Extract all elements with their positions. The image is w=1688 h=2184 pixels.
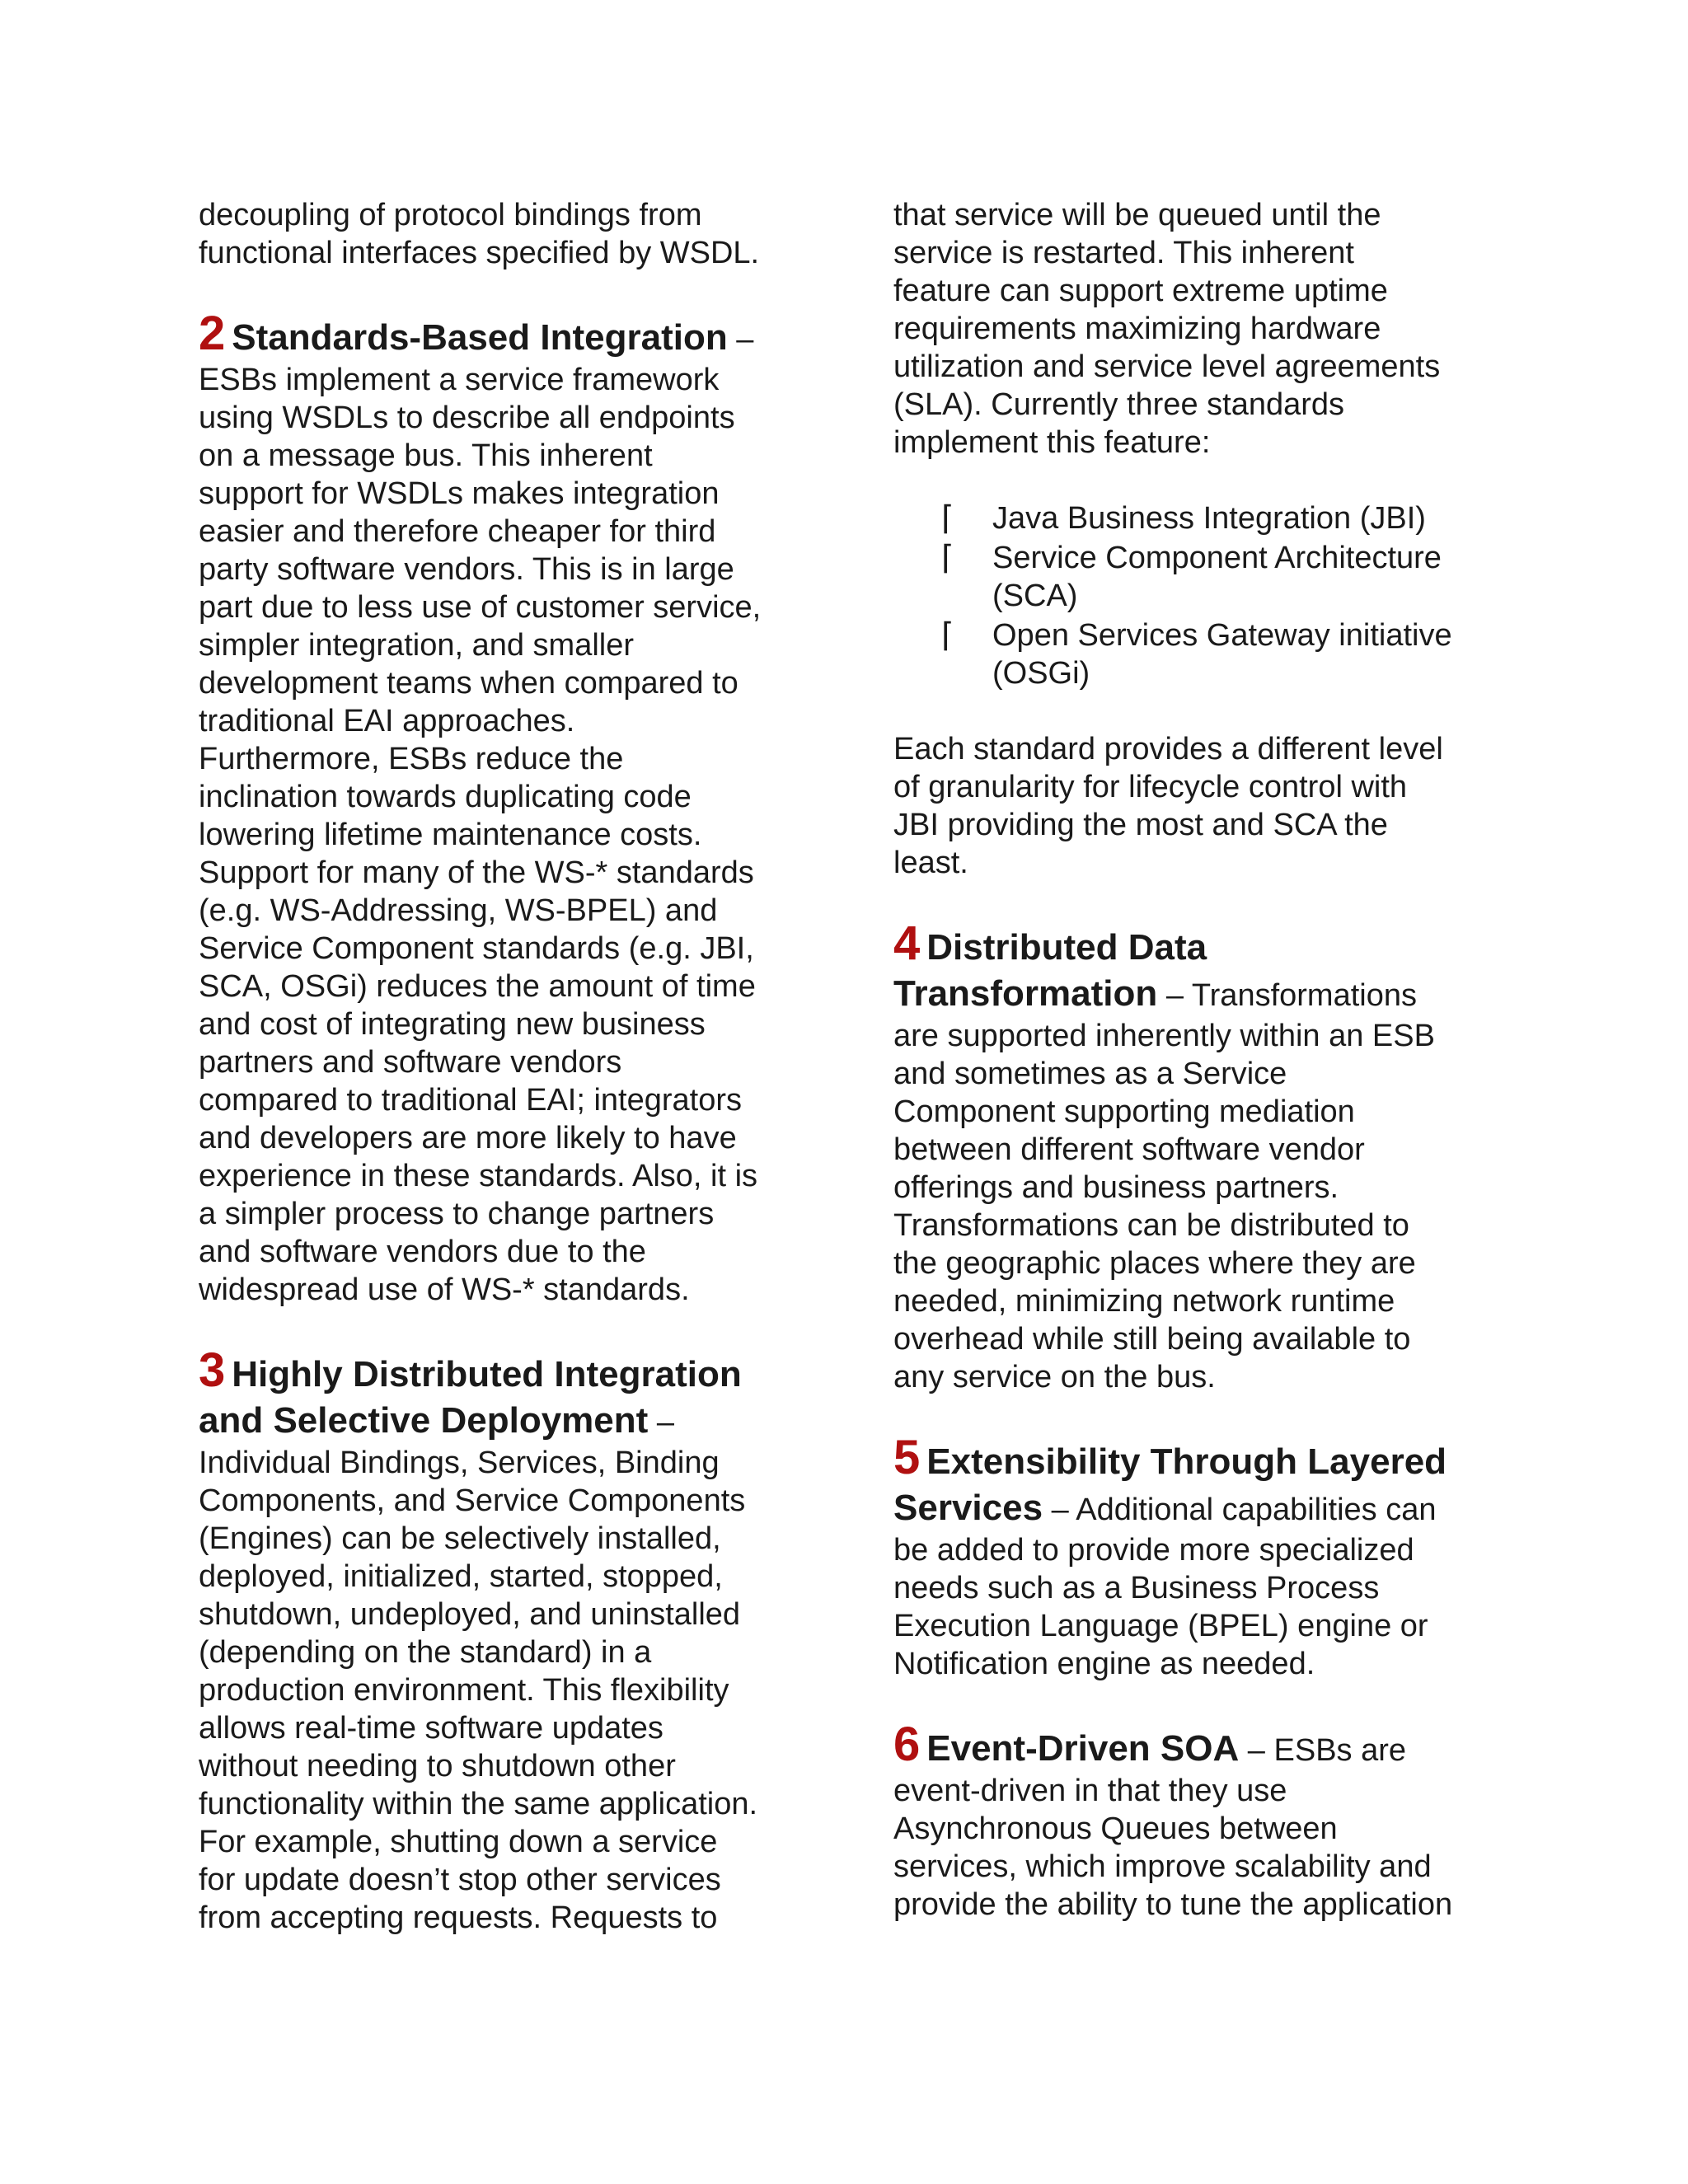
left-intro-paragraph: decoupling of protocol bindings from functional interfaces specified by WSDL. xyxy=(199,198,760,270)
section-3 xyxy=(199,1343,809,1937)
section-5-title: Extensibility Through Layered Services xyxy=(893,1441,1447,1528)
section-2-body: ESBs implement a service framework using WSDLs to describe all endpoints on a message bus. This inherent support for WSDLs makes integration easier and therefore cheaper for third party software vendors. This is in large part due to less use of customer service, simpler integration, and smaller development teams when compared to traditional EAI approaches. Furthermore, ESBs reduce the inclination towards duplicating code lowering lifetime maintenance costs. Support for many of the WS-* standards (e.g. WS-Addressing, WS-BPEL) and Service Component standards (e.g. JBI, SCA, OSGi) reduces the amount of time and cost of integrating new business partners and software vendors compared to traditional EAI; integrators and developers are more likely to have experience in these standards. Also, it is a simpler process to change partners and software vendors due to the widespread use of WS-* standards. xyxy=(199,363,762,1307)
section-3-number: 3 xyxy=(199,1343,226,1397)
section-6-title: Event-Driven SOA xyxy=(926,1728,1240,1769)
bracket-bullet-icon: ⌈ xyxy=(941,500,954,537)
section-2-title: Standards-Based Integration xyxy=(232,317,728,358)
section-5-number: 5 xyxy=(893,1431,921,1484)
bullet-text: Open Services Gateway initiative (OSGi) xyxy=(992,618,1452,691)
section-4-number: 4 xyxy=(893,916,921,970)
list-item xyxy=(893,539,1503,615)
section-3-title: Highly Distributed Integration and Selective Deployment xyxy=(199,1354,742,1441)
section-5-heading xyxy=(893,1431,1503,1531)
section-6-dash: – xyxy=(1239,1733,1265,1768)
section-4-heading xyxy=(893,916,1503,1017)
section-4-dash: – xyxy=(1157,978,1184,1013)
section-5 xyxy=(893,1431,1503,1683)
section-6-number: 6 xyxy=(893,1718,921,1771)
section-2-heading xyxy=(199,307,809,361)
section-5-body: be added to provide more specialized needs such as a Business Process Execution Language (BPEL) engine or Notification engine as needed. xyxy=(893,1533,1428,1681)
bullet-text: Java Business Integration (JBI) xyxy=(992,501,1426,536)
section-2-number: 2 xyxy=(199,307,226,360)
section-6-body: event-driven in that they use Asynchronous Queues between services, which improve scalability and provide the ability to tune the application xyxy=(893,1774,1453,1922)
list-item xyxy=(893,616,1503,692)
right-column xyxy=(893,196,1503,1924)
section-2 xyxy=(199,307,809,1309)
section-5-dash: – xyxy=(1043,1493,1069,1527)
after-bullets-paragraph: Each standard provides a different level of granularity for lifecycle control with JBI providing the most and SCA the least. xyxy=(893,732,1443,880)
section-3-body: Individual Bindings, Services, Binding Components, and Service Components (Engines) can be selectively installed, deployed, initialized, started, stopped, shutdown, undeployed, and uninstalled (depending on the standard) in a production environment. This flexibility allows real-time software updates without needing to shutdown other functionality within the same application. For example, shutting down a service for update doesn’t stop other services from accepting requests. Requests to xyxy=(199,1446,758,1935)
section-6-body-inline: ESBs are xyxy=(1264,1733,1407,1768)
standards-bullet-list xyxy=(893,499,1503,692)
section-6 xyxy=(893,1718,1503,1924)
left-column xyxy=(199,196,809,1937)
section-4-body: are supported inherently within an ESB and sometimes as a Service Component supporting mediation between different software vendor offerings and business partners. Transformations can be distributed to the geographic places where they are needed, minimizing network runtime overhead while still being available to any service on the bus. xyxy=(893,1019,1435,1394)
section-4 xyxy=(893,916,1503,1396)
section-6-heading xyxy=(893,1718,1503,1772)
section-3-dash: – xyxy=(648,1405,674,1440)
section-3-heading xyxy=(199,1343,809,1444)
right-intro-paragraph: that service will be queued until the service is restarted. This inherent feature can support extreme uptime requirements maximizing hardware utilization and service level agreements (SLA). Currently three standards implement this feature: xyxy=(893,198,1441,460)
section-5-body-inline: Additional capabilities can xyxy=(1068,1493,1437,1527)
section-4-title: Distributed Data Transformation xyxy=(893,927,1207,1014)
bracket-bullet-icon: ⌈ xyxy=(941,617,954,654)
bullet-text: Service Component Architecture (SCA) xyxy=(992,541,1442,613)
section-4-body-inline: Transformations xyxy=(1183,978,1417,1013)
list-item xyxy=(893,499,1503,537)
section-2-dash: – xyxy=(727,322,754,357)
bracket-bullet-icon: ⌈ xyxy=(941,540,954,576)
